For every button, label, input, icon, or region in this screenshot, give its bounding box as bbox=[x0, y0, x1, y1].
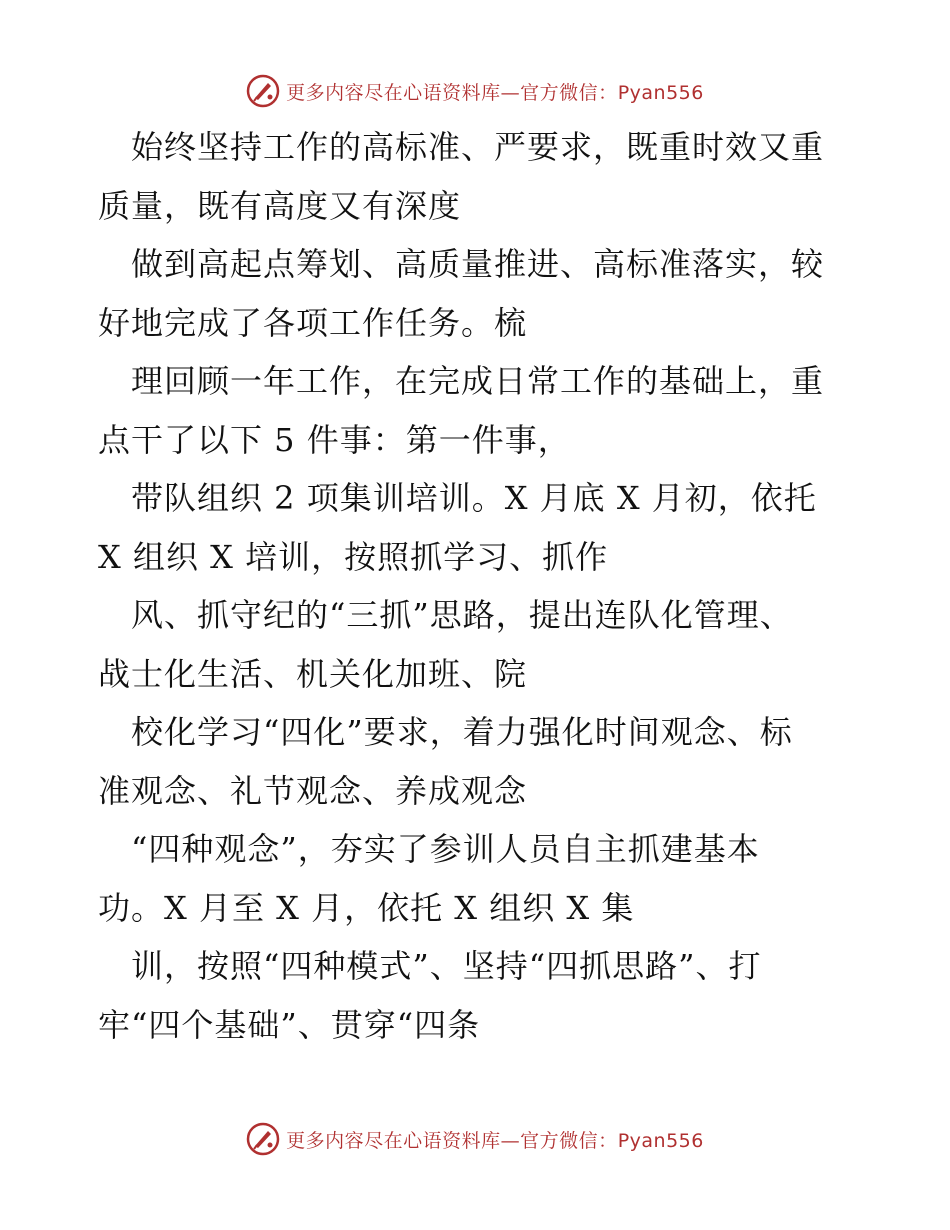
header-watermark bbox=[0, 71, 950, 111]
quill-pen-logo-icon bbox=[246, 74, 280, 108]
paragraph-2-line-1: 做到高起点筹划、高质量推进、高标准落实，较 bbox=[98, 245, 825, 283]
footer-watermark bbox=[0, 1119, 950, 1159]
watermark-official: 官方微信： bbox=[520, 1129, 618, 1152]
document-body bbox=[98, 118, 858, 1054]
paragraph-8-line-2: 牢“四个基础”、贯穿“四条 bbox=[98, 1005, 481, 1044]
paragraph-7-line-2: 功。X 月至 X 月，依托 X 组织 X 集 bbox=[98, 888, 635, 927]
watermark-wechat-id: Pyan556 bbox=[617, 1129, 704, 1152]
paragraph-3-line-1: 理回顾一年工作，在完成日常工作的基础上，重 bbox=[98, 362, 825, 400]
paragraph-1-line-1: 始终坚持工作的高标准、严要求，既重时效又重 bbox=[98, 128, 825, 166]
watermark-official: 官方微信： bbox=[520, 81, 618, 104]
paragraph-5-line-2: 战士化生活、机关化加班、院 bbox=[98, 654, 528, 693]
paragraph-1-line-2: 质量，既有高度又有深度 bbox=[98, 186, 462, 225]
watermark-wechat-id: Pyan556 bbox=[617, 81, 704, 104]
paragraph-4-line-2: X 组织 X 培训，按照抓学习、抓作 bbox=[98, 537, 609, 576]
paragraph-8-line-1: 训，按照“四种模式”、坚持“四抓思路”、打 bbox=[98, 947, 762, 985]
paragraph-5-line-1: 风、抓守纪的“三抓”思路，提出连队化管理、 bbox=[98, 596, 793, 634]
watermark-brand: 更多内容尽在心语资料库 bbox=[286, 1129, 501, 1152]
watermark-brand: 更多内容尽在心语资料库 bbox=[286, 81, 501, 104]
watermark-separator: — bbox=[500, 81, 521, 104]
paragraph-3-line-2: 点干了以下 5 件事：第一件事， bbox=[98, 420, 571, 459]
paragraph-6-line-1: 校化学习“四化”要求，着力强化时间观念、标 bbox=[98, 713, 793, 751]
paragraph-2-line-2: 好地完成了各项工作任务。梳 bbox=[98, 303, 528, 342]
paragraph-4-line-1: 带队组织 2 项集训培训。X 月底 X 月初，依托 bbox=[98, 479, 817, 517]
watermark-separator: — bbox=[500, 1129, 521, 1152]
quill-pen-logo-icon bbox=[246, 1122, 280, 1156]
paragraph-6-line-2: 准观念、礼节观念、养成观念 bbox=[98, 771, 528, 810]
paragraph-7-line-1: “四种观念”，夯实了参训人员自主抓建基本 bbox=[98, 830, 760, 868]
